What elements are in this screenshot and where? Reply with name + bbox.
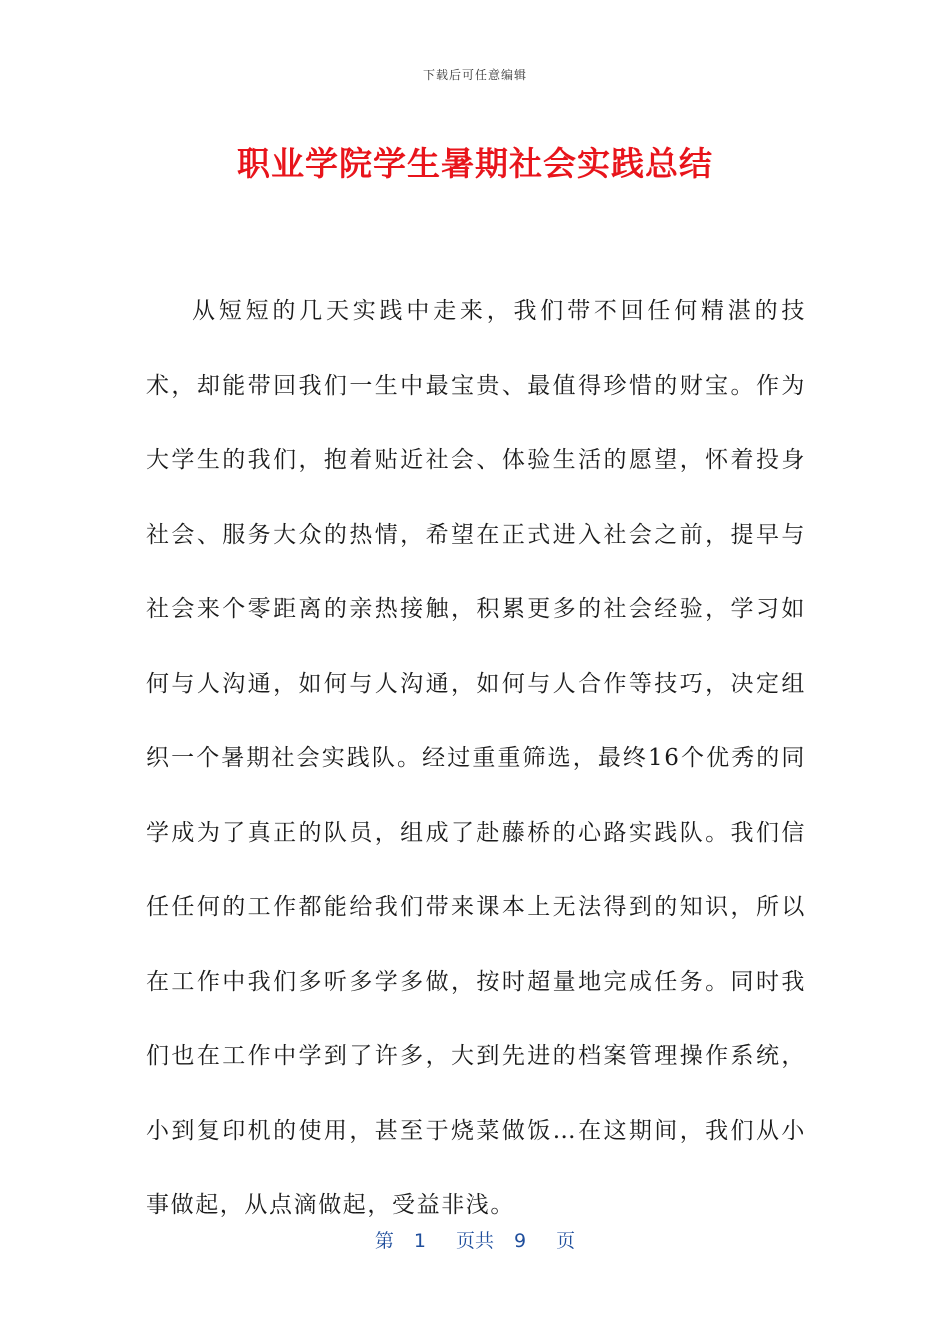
document-title: 职业学院学生暑期社会实践总结 xyxy=(237,144,713,183)
footer-total-pages: 9 xyxy=(514,1230,527,1252)
footer-prefix: 第 xyxy=(374,1230,394,1252)
header-note: 下载后可任意编辑 xyxy=(422,68,527,82)
footer-suffix: 页 xyxy=(556,1230,576,1252)
body-paragraph: 从短短的几天实践中走来，我们带不回任何精湛的技术，却能带回我们一生中最宝贵、最值得珍惜的财宝。作为大学生的我们，抱着贴近社会、体验生活的愿望，怀着投身社会、服务大众的热情，希望在正式进入社会之前，提早与社会来个零距离的亲热接触，积累更多的社会经验，学习如何与人沟通，如何与人沟通，如何与人合作等技巧，决定组织一个暑期社会实践队。经过重重筛选，最终16个优秀的同学成为了真正的队员，组成了赴藤桥的心路实践队。我们信任任何的工作都能给我们带来课本上无法得到的知识，所以在工作中我们多听多学多做，按时超量地完成任务。同时我们也在工作中学到了许多，大到先进的档案管理操作系统，小到复印机的使用，甚至于烧菜做饭…在这期间，我们从小事做起，从点滴做起，受益非浅。 xyxy=(146,298,806,1218)
footer-current-page: 1 xyxy=(413,1230,426,1252)
footer-middle: 页共 xyxy=(455,1230,494,1252)
page-footer xyxy=(0,1226,950,1253)
